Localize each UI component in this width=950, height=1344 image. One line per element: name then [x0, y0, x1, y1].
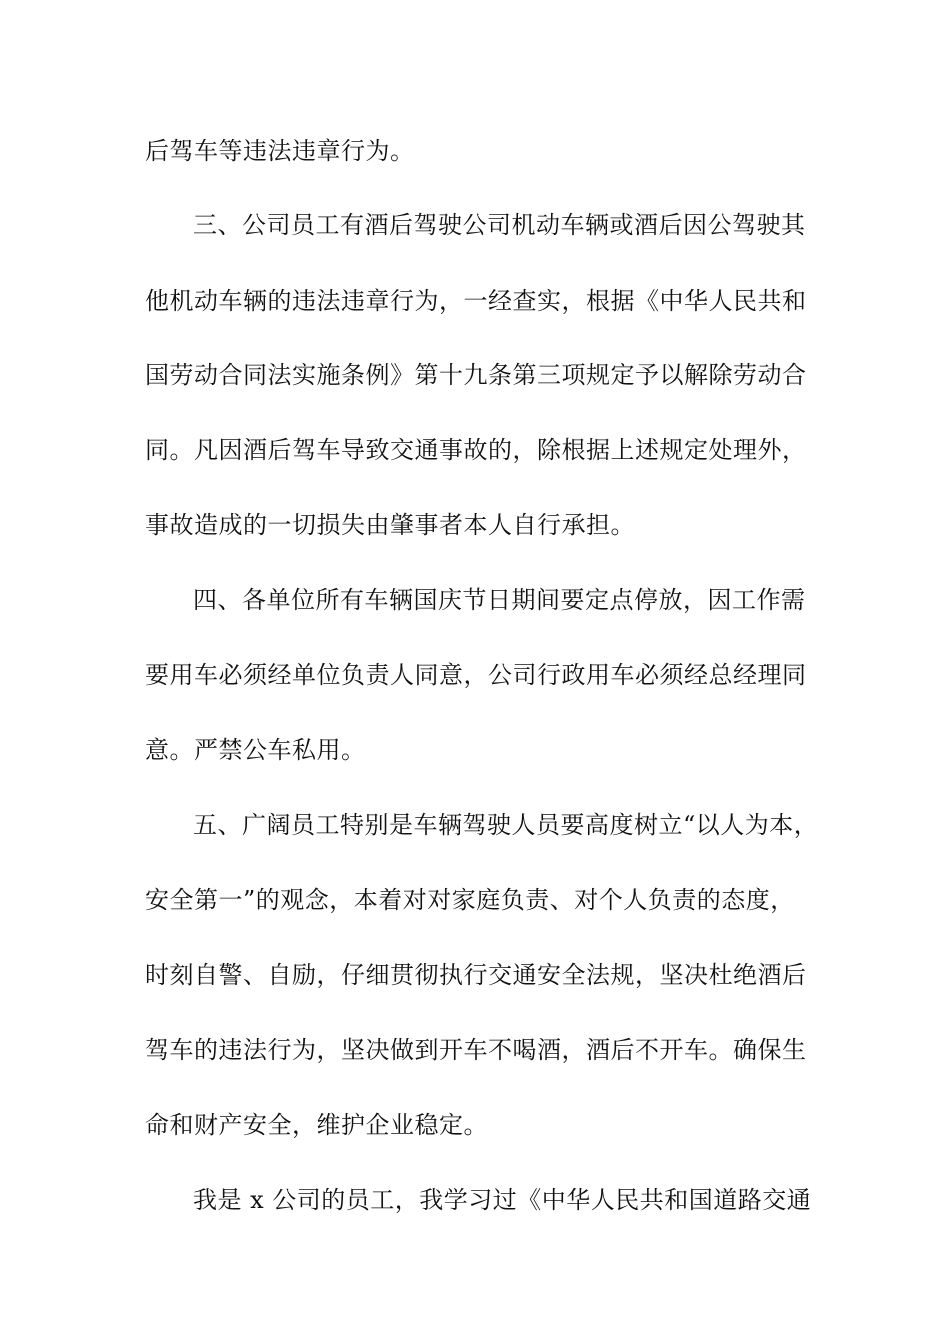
paragraph-four-first-line: 四、各单位所有车辆国庆节日期间要定点停放，因工作需 [193, 586, 806, 614]
text-line: 后驾车等违法违章行为。 [145, 137, 415, 165]
text-line: 意。严禁公车私用。 [145, 736, 366, 764]
text-line: 驾车的违法行为，坚决做到开车不喝酒，酒后不开车。确保生 [145, 1036, 807, 1064]
text-line: 时刻自警、自励，仔细贯彻执行交通安全法规，坚决杜绝酒后 [145, 961, 807, 989]
text-line: 要用车必须经单位负责人同意，公司行政用车必须经总经理同 [145, 661, 807, 689]
paragraph-five-first-line: 五、广阔员工特别是车辆驾驶人员要高度树立“以人为本， [193, 811, 819, 839]
text-line: 他机动车辆的违法违章行为，一经查实，根据《中华人民共和 [145, 287, 807, 315]
text-line: 国劳动合同法实施条例》第十九条第三项规定予以解除劳动合 [145, 361, 807, 389]
text-line: 同。凡因酒后驾车导致交通事故的，除根据上述规定处理外， [145, 436, 807, 464]
text-line: 安全第一”的观念，本着对对家庭负责、对个人负责的态度， [145, 886, 795, 914]
text-line: 事故造成的一切损失由肇事者本人自行承担。 [145, 511, 635, 539]
text-line: 命和财产安全，维护企业稳定。 [145, 1111, 488, 1139]
paragraph-six-first-line: 我是 x 公司的员工，我学习过《中华人民共和国道路交通 [193, 1186, 812, 1214]
paragraph-three-first-line: 三、公司员工有酒后驾驶公司机动车辆或酒后因公驾驶其 [193, 211, 806, 239]
